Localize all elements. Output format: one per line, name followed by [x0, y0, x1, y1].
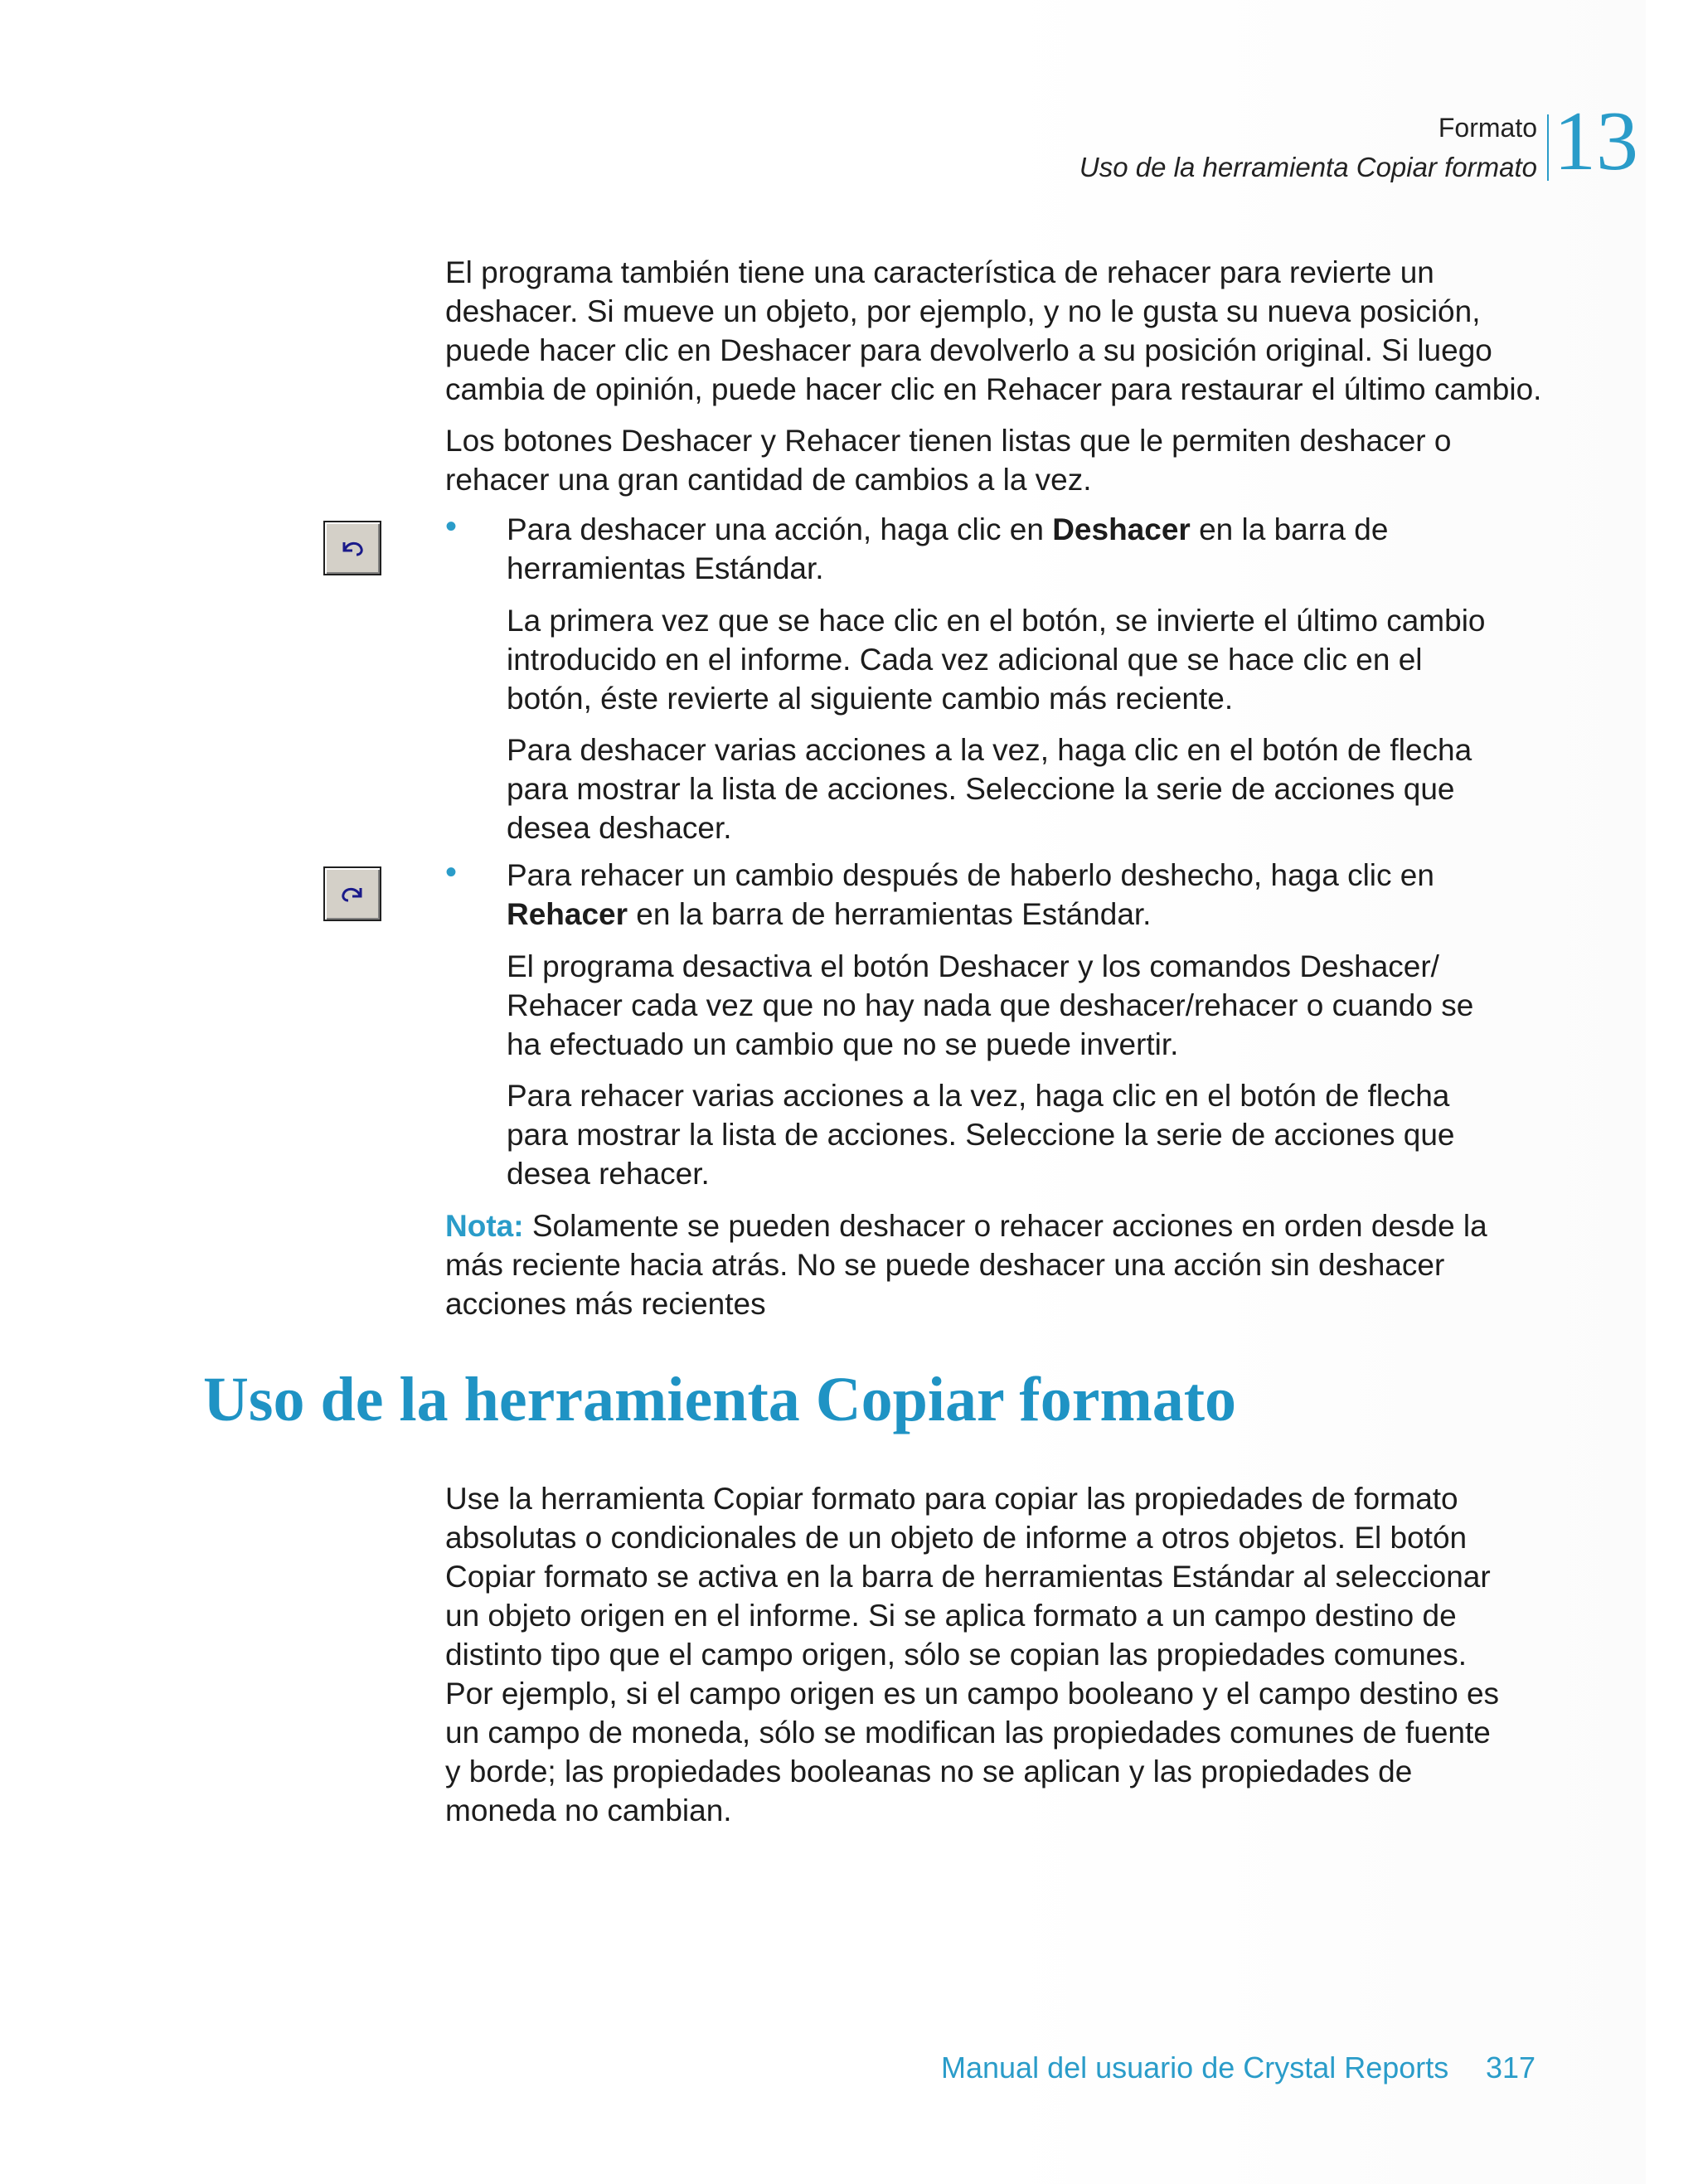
text-line: distinto tipo que el campo origen, sólo se copian las propiedades comunes.	[445, 1638, 1468, 1672]
text-line: La primera vez que se hace clic en el botón, se invierte el último cambio	[507, 604, 1486, 638]
undo-command-name: Deshacer	[1052, 512, 1191, 546]
text-line: El programa desactiva el botón Deshacer y los comandos Deshacer/	[507, 949, 1439, 983]
note-label: Nota:	[445, 1209, 524, 1243]
text-line: desea rehacer.	[507, 1157, 710, 1191]
text-line: herramientas Estándar.	[507, 551, 824, 585]
footer-page-number: 317	[1486, 2051, 1536, 2085]
chapter-number: 13	[1554, 95, 1638, 188]
text-line: Para deshacer varias acciones a la vez, haga clic en el botón de flecha	[507, 733, 1472, 767]
header-divider	[1547, 114, 1549, 181]
text-line: más reciente hacia atrás. No se puede deshacer una acción sin deshacer	[445, 1248, 1445, 1282]
text-line	[507, 895, 1434, 934]
text-line: deshacer. Si mueve un objeto, por ejemplo, y no le gusta su nueva posición,	[445, 294, 1481, 328]
section-heading: Uso de la herramienta Copiar formato	[203, 1365, 1237, 1434]
undo-icon	[336, 536, 369, 561]
bullet-marker: •	[445, 854, 458, 891]
text-line: Copiar formato se activa en la barra de herramientas Estándar al seleccionar	[445, 1560, 1491, 1594]
text-line: Rehacer cada vez que no hay nada que deshacer/rehacer o cuando se	[507, 988, 1474, 1022]
text-line: desea deshacer.	[507, 811, 732, 845]
bullet-redo	[507, 856, 1434, 934]
undo-detail-paragraph-1	[507, 601, 1486, 718]
undo-toolbar-button[interactable]	[323, 521, 381, 575]
text-line: un objeto origen en el informe. Si se aplica formato a un campo destino de	[445, 1599, 1457, 1633]
text-line: Para rehacer un cambio después de haberlo deshecho, haga clic en	[507, 858, 1434, 892]
text-line: y borde; las propiedades booleanas no se aplican y las propiedades de	[445, 1754, 1413, 1788]
text-line: El programa también tiene una característica de rehacer para revierte un	[445, 255, 1434, 289]
text-line: moneda no cambian.	[445, 1793, 732, 1827]
text-line: Para rehacer varias acciones a la vez, haga clic en el botón de flecha	[507, 1079, 1450, 1113]
text-run: en la barra de	[1190, 512, 1389, 546]
note-block	[445, 1206, 1487, 1323]
text-line: ha efectuado un cambio que no se puede invertir.	[507, 1027, 1179, 1061]
text-run: en la barra de herramientas Estándar.	[628, 897, 1152, 931]
bullet-undo	[507, 510, 1388, 588]
text-line: acciones más recientes	[445, 1287, 766, 1321]
text-line: para mostrar la lista de acciones. Seleccione la serie de acciones que	[507, 772, 1455, 806]
text-line: cambia de opinión, puede hacer clic en Rehacer para restaurar el último cambio.	[445, 372, 1542, 406]
text-run: Para deshacer una acción, haga clic en	[507, 512, 1053, 546]
text-line: introducido en el informe. Cada vez adicional que se hace clic en el	[507, 643, 1423, 677]
text-line: absolutas o condicionales de un objeto de informe a otros objetos. El botón	[445, 1521, 1468, 1555]
text-line: Los botones Deshacer y Rehacer tienen listas que le permiten deshacer o	[445, 424, 1452, 458]
redo-detail-paragraph-1	[507, 947, 1473, 1064]
intro-paragraph-1	[445, 253, 1541, 409]
footer-manual-title: Manual del usuario de Crystal Reports	[941, 2051, 1449, 2085]
redo-command-name: Rehacer	[507, 897, 628, 931]
text-line: un campo de moneda, sólo se modifican las propiedades comunes de fuente	[445, 1716, 1491, 1750]
text-run: Solamente se pueden deshacer o rehacer acciones en orden desde la	[523, 1209, 1487, 1243]
text-line: puede hacer clic en Deshacer para devolverlo a su posición original. Si luego	[445, 333, 1492, 367]
text-line: Use la herramienta Copiar formato para copiar las propiedades de formato	[445, 1482, 1458, 1516]
text-line: botón, éste revierte al siguiente cambio más reciente.	[507, 682, 1234, 716]
redo-detail-paragraph-2	[507, 1076, 1455, 1193]
text-line: Por ejemplo, si el campo origen es un campo booleano y el campo destino es	[445, 1677, 1500, 1711]
redo-toolbar-button[interactable]	[323, 866, 381, 921]
intro-paragraph-2	[445, 421, 1451, 499]
bullet-marker: •	[445, 508, 458, 545]
text-line: rehacer una gran cantidad de cambios a la vez.	[445, 463, 1092, 497]
running-header-chapter: Formato	[1438, 113, 1537, 143]
text-line: para mostrar la lista de acciones. Seleccione la serie de acciones que	[507, 1118, 1455, 1152]
running-header-section: Uso de la herramienta Copiar formato	[1079, 152, 1537, 182]
text-line	[445, 1206, 1487, 1245]
text-line	[507, 510, 1388, 549]
redo-icon	[336, 881, 369, 906]
undo-detail-paragraph-2	[507, 730, 1472, 847]
section-paragraph	[445, 1479, 1499, 1830]
